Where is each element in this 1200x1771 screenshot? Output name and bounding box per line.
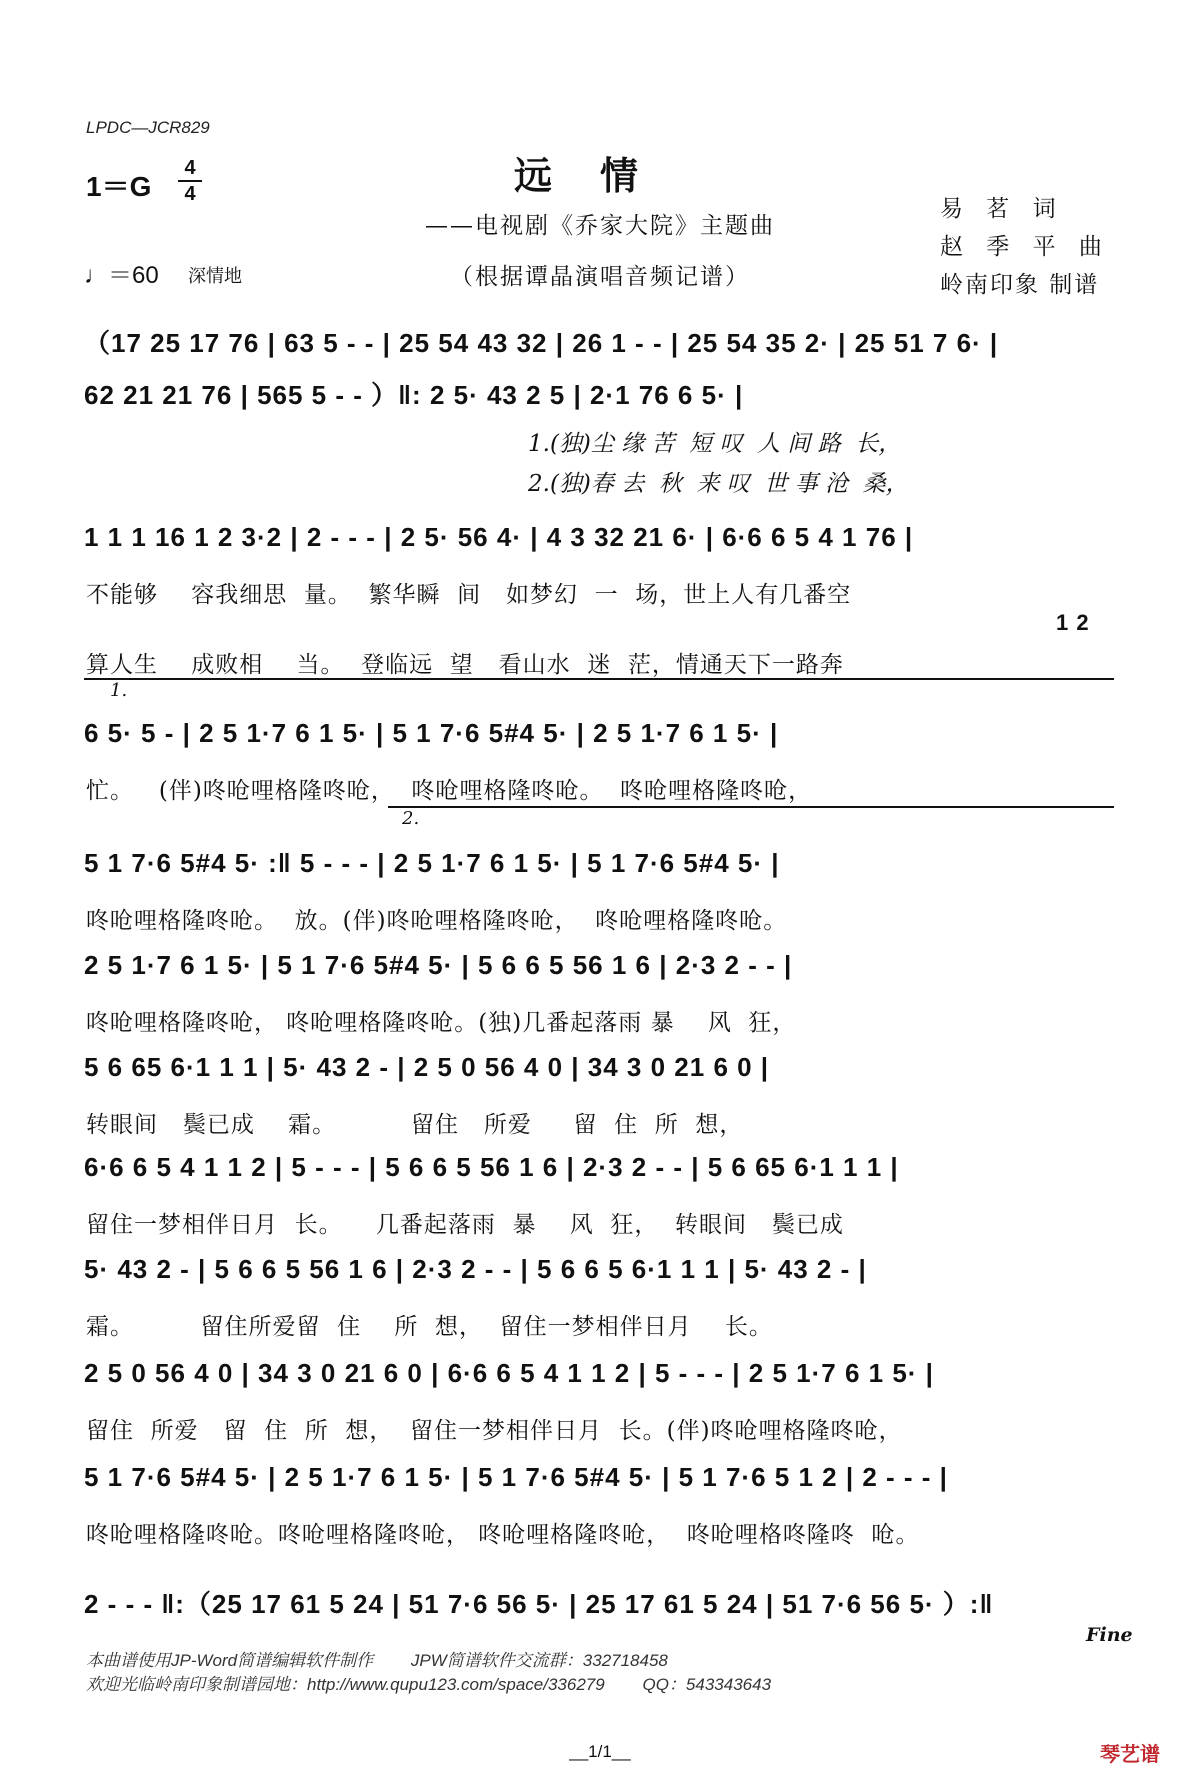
- footer-line-2: 欢迎光临岭南印象制谱园地：http://www.qupu123.com/space/336279 QQ：543343643: [86, 1675, 772, 1694]
- volta-1-label: 1.: [110, 680, 128, 701]
- verse2-extra-notes: 1 2: [1056, 610, 1090, 635]
- score-row-6: 2 5 1·7 6 1 5· | 5 1 7·6 5#4 5· | 5 6 6 5 56 1 6 | 2·3 2 - - |: [84, 950, 793, 980]
- volta-2-label: 2.: [402, 808, 420, 829]
- score-row-2: 62 21 21 76 | 565 5 - - ）‖: 2 5· 43 2 5 | 2·1 76 6 5· |: [84, 380, 744, 410]
- volta-1-bracket: [84, 678, 1114, 680]
- score-row-9: 5· 43 2 - | 5 6 6 5 56 1 6 | 2·3 2 - - | 5 6 6 5 6·1 1 1 | 5· 43 2 - |: [84, 1254, 867, 1284]
- lyric-row-9: 霜。 留住所爱留 住 所 想， 留住一梦相伴日月 长。: [86, 1314, 773, 1340]
- volta-2-bracket: [388, 806, 1114, 808]
- site-logo: 琴艺谱: [1100, 1742, 1160, 1766]
- time-top: 4: [184, 157, 196, 179]
- lyric-row-4: 忙。 (伴)咚呛哩格隆咚呛， 咚呛哩格隆咚呛。 咚呛哩格隆咚呛，: [86, 778, 813, 804]
- verse1-lyric-row-3: 不能够 容我细思 量。 繁华瞬 间 如梦幻 一 场，世上人有几番空: [86, 582, 852, 608]
- verse1-lyric-row-2: 1.(独)尘 缘 苦 短 叹 人 间 路 长，: [528, 431, 902, 457]
- lyric-row-5: 咚呛哩格隆咚呛。 放。(伴)咚呛哩格隆咚呛， 咚呛哩格隆咚呛。: [86, 908, 788, 934]
- time-bar: [178, 180, 202, 182]
- score-row-3: 1 1 1 16 1 2 3·2 | 2 - - - | 2 5· 56 4· | 4 3 32 21 6· | 6·6 6 5 4 1 76 |: [84, 522, 914, 552]
- score-row-1: （17 25 17 76 | 63 5 - - | 25 54 43 32 | 26 1 - - | 25 54 35 2· | 25 51 7 6· |: [84, 328, 999, 358]
- footer-line-1: 本曲谱使用JP-Word简谱编辑软件制作 JPW简谱软件交流群：332718458: [86, 1651, 668, 1670]
- time-signature: [178, 157, 202, 205]
- page-title: 远情: [513, 153, 686, 198]
- subtitle: ——电视剧《乔家大院》主题曲: [425, 213, 775, 239]
- time-bottom: 4: [184, 183, 196, 205]
- score-row-12: 2 - - - ‖:（25 17 61 5 24 | 51 7·6 56 5· | 25 17 61 5 24 | 51 7·6 56 5· ）:‖: [84, 1589, 994, 1619]
- lyricist-credit: 易 茗 词: [940, 196, 1064, 222]
- score-row-10: 2 5 0 56 4 0 | 34 3 0 21 6 0 | 6·6 6 5 4 1 1 2 | 5 - - - | 2 5 1·7 6 1 5· |: [84, 1358, 934, 1388]
- composer-credit: 赵 季 平 曲: [940, 234, 1110, 260]
- lyric-row-6: 咚呛哩格隆咚呛， 咚呛哩格隆咚呛。(独)几番起落雨 暴 风 狂，: [86, 1010, 797, 1036]
- lyric-row-11: 咚呛哩格隆咚呛。咚呛哩格隆咚呛， 咚呛哩格隆咚呛， 咚呛哩格咚隆咚 呛。: [86, 1522, 920, 1548]
- transcription-note: （根据谭晶演唱音频记谱）: [450, 264, 750, 290]
- page-number: __1/1__: [569, 1742, 631, 1761]
- tempo-marking: ♩＝60: [84, 262, 159, 289]
- lyric-row-8: 留住一梦相伴日月 长。 几番起落雨 暴 风 狂， 转眼间 鬓已成: [86, 1212, 844, 1238]
- fine-marking: Fine: [1086, 1624, 1133, 1646]
- expression-marking: 深情地: [188, 266, 242, 287]
- verse2-lyric-row-2: 2.(独)春 去 秋 来 叹 世 事 沧 桑，: [528, 471, 909, 497]
- score-row-5: 5 1 7·6 5#4 5· :‖ 5 - - - | 2 5 1·7 6 1 5· | 5 1 7·6 5#4 5· |: [84, 848, 780, 878]
- score-row-4: 6 5· 5 - | 2 5 1·7 6 1 5· | 5 1 7·6 5#4 5· | 2 5 1·7 6 1 5· |: [84, 718, 779, 748]
- score-row-11: 5 1 7·6 5#4 5· | 2 5 1·7 6 1 5· | 5 1 7·6 5#4 5· | 5 1 7·6 5 1 2 | 2 - - - |: [84, 1462, 948, 1492]
- score-row-8: 6·6 6 5 4 1 1 2 | 5 - - - | 5 6 6 5 56 1 6 | 2·3 2 - - | 5 6 65 6·1 1 1 |: [84, 1152, 899, 1182]
- lyric-row-10: 留住 所爱 留 住 所 想， 留住一梦相伴日月 长。(伴)咚呛哩格隆咚呛，: [86, 1418, 903, 1444]
- score-row-7: 5 6 65 6·1 1 1 | 5· 43 2 - | 2 5 0 56 4 0 | 34 3 0 21 6 0 |: [84, 1052, 770, 1082]
- arranger-credit: 岭南印象 制谱: [940, 272, 1100, 298]
- key-signature: 1＝G: [86, 171, 152, 202]
- verse2-lyric-row-3: 算人生 成败相 当。 登临远 望 看山水 迷 茫，情通天下一路奔: [86, 652, 844, 678]
- score-code: LPDC—JCR829: [86, 118, 210, 137]
- lyric-row-7: 转眼间 鬓已成 霜。 留住 所爱 留 住 所 想，: [86, 1112, 744, 1138]
